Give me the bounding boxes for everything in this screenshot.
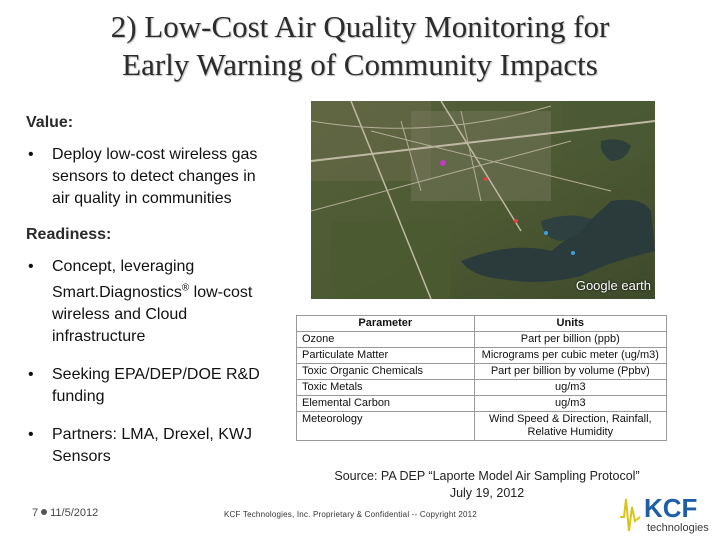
parameter-cell: Meteorology	[297, 412, 475, 441]
units-cell: Wind Speed & Direction, Rainfall, Relative Humidity	[474, 412, 666, 441]
table-row	[297, 380, 667, 396]
readiness-bullet-3	[26, 424, 276, 468]
footer-separator-dot	[41, 509, 47, 515]
table-row	[297, 348, 667, 364]
kcf-logo-graphic	[614, 487, 714, 537]
left-column	[26, 112, 276, 484]
parameter-cell: Ozone	[297, 332, 475, 348]
parameter-cell: Toxic Organic Chemicals	[297, 364, 475, 380]
readiness-list	[26, 256, 276, 468]
footer-copyright: KCF Technologies, Inc. Proprietary & Confidential -- Copyright 2012	[224, 510, 477, 519]
column-header-parameter: Parameter	[297, 316, 475, 332]
table-row	[297, 412, 667, 441]
parameter-cell: Toxic Metals	[297, 380, 475, 396]
bullet-dot: •	[28, 366, 34, 384]
table-row	[297, 396, 667, 412]
table-row	[297, 364, 667, 380]
units-cell: Part per billion (ppb)	[474, 332, 666, 348]
kcf-logo	[614, 487, 714, 537]
page-number: 7	[32, 507, 39, 519]
table-row	[297, 332, 667, 348]
readiness-bullet-1-text: Concept, leveraging Smart.Diagnostics® low-cost wireless and Cloud infrastructure	[52, 258, 253, 346]
readiness-bullet-2	[26, 364, 276, 408]
column-header-units: Units	[474, 316, 666, 332]
readiness-bullet-1	[26, 256, 276, 348]
value-bullet	[26, 144, 276, 210]
footer-left	[32, 507, 98, 519]
value-bullet-text: Deploy low-cost wireless gas sensors to detect changes in air quality in communities	[52, 146, 258, 207]
slide-title	[0, 8, 720, 84]
units-cell: ug/m3	[474, 380, 666, 396]
title-line-1: 2) Low-Cost Air Quality Monitoring for	[110, 9, 610, 44]
logo-subtext: technologies	[647, 522, 709, 534]
source-line-1: Source: PA DEP “Laporte Model Air Sampling Protocol”	[334, 469, 640, 483]
units-cell: Micrograms per cubic meter (ug/m3)	[474, 348, 666, 364]
units-cell: ug/m3	[474, 396, 666, 412]
readiness-heading: Readiness:	[26, 226, 112, 243]
parameters-table	[296, 315, 667, 441]
units-cell: Part per billion by volume (Ppbv)	[474, 364, 666, 380]
bullet-dot: •	[28, 426, 34, 444]
value-heading: Value:	[26, 114, 74, 131]
readiness-bullet-2-text: Seeking EPA/DEP/DOE R&D funding	[52, 366, 260, 406]
parameter-cell: Elemental Carbon	[297, 396, 475, 412]
table-header-row	[297, 316, 667, 332]
logo-text: KCF	[644, 493, 698, 523]
footer-date: 11/5/2012	[50, 507, 99, 519]
google-earth-watermark: Google earth	[575, 278, 651, 293]
parameter-cell: Particulate Matter	[297, 348, 475, 364]
source-line-2: July 19, 2012	[449, 486, 525, 500]
bullet-dot: •	[28, 146, 34, 163]
bullet-dot: •	[28, 258, 34, 275]
title-line-2: Early Warning of Community Impacts	[122, 47, 598, 82]
readiness-bullet-3-text: Partners: LMA, Drexel, KWJ Sensors	[52, 426, 253, 466]
satellite-map-image	[311, 101, 655, 299]
